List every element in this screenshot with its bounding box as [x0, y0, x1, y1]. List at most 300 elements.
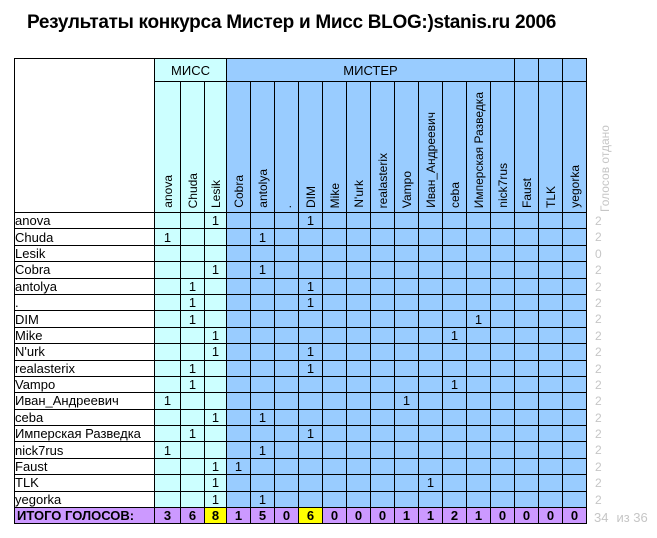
vote-cell: [467, 213, 491, 229]
vote-cell: [515, 376, 539, 392]
vote-cell: [515, 229, 539, 245]
column-header-Lesik: [205, 82, 227, 213]
vote-cell: [443, 294, 467, 310]
vote-cell: [443, 475, 467, 491]
votes-given-column: [595, 213, 602, 508]
vote-cell: [371, 294, 395, 310]
vote-cell: [443, 409, 467, 425]
total-cell: 0: [275, 508, 299, 524]
column-header-Mike: [323, 82, 347, 213]
vote-cell: [419, 229, 443, 245]
table-row: [15, 360, 587, 376]
vote-cell: [323, 245, 347, 261]
column-header-TLK: [539, 82, 563, 213]
vote-cell: [467, 360, 491, 376]
vote-cell: 1: [299, 294, 323, 310]
column-header-text: TLK: [543, 185, 558, 208]
slide-counter: [594, 510, 648, 525]
vote-cell: [227, 442, 251, 458]
vote-cell: 1: [205, 491, 227, 507]
vote-cell: [347, 278, 371, 294]
vote-cell: [227, 426, 251, 442]
vote-cell: [419, 327, 443, 343]
table-row: [15, 426, 587, 442]
vote-cell: [227, 475, 251, 491]
vote-cell: [251, 245, 275, 261]
vote-cell: [443, 360, 467, 376]
vote-cell: [539, 409, 563, 425]
vote-cell: [155, 245, 181, 261]
vote-cell: 1: [299, 360, 323, 376]
vote-cell: [515, 262, 539, 278]
row-label-DIM: DIM: [15, 311, 155, 327]
total-cell: 0: [515, 508, 539, 524]
vote-cell: [371, 344, 395, 360]
row-label-N'urk: N'urk: [15, 344, 155, 360]
vote-cell: [515, 442, 539, 458]
vote-cell: 1: [155, 393, 181, 409]
vote-cell: [371, 426, 395, 442]
vote-cell: [371, 278, 395, 294]
table-row: [15, 262, 587, 278]
vote-cell: [347, 491, 371, 507]
vote-cell: [371, 376, 395, 392]
totals-label: ИТОГО ГОЛОСОВ:: [15, 508, 155, 524]
vote-cell: [347, 245, 371, 261]
total-cell: 5: [251, 508, 275, 524]
vote-cell: [443, 245, 467, 261]
total-cell: 1: [395, 508, 419, 524]
vote-cell: [467, 376, 491, 392]
column-header-realasterix: [371, 82, 395, 213]
total-cell: 0: [539, 508, 563, 524]
vote-cell: [395, 475, 419, 491]
vote-cell: [419, 213, 443, 229]
votes-given-value: 2: [595, 295, 602, 310]
vote-cell: [205, 294, 227, 310]
vote-cell: [181, 458, 205, 474]
table-row: [15, 278, 587, 294]
vote-cell: [347, 213, 371, 229]
vote-cell: [371, 311, 395, 327]
row-label-Faust: Faust: [15, 458, 155, 474]
column-header-text: .: [279, 204, 294, 208]
vote-cell: [323, 344, 347, 360]
vote-cell: [181, 262, 205, 278]
vote-cell: [563, 344, 587, 360]
vote-cell: [467, 245, 491, 261]
vote-cell: [347, 327, 371, 343]
votes-given-value: 2: [595, 263, 602, 278]
column-header-text: Иван_Андреевич: [423, 112, 438, 208]
vote-cell: 1: [205, 409, 227, 425]
column-header-Vampo: [395, 82, 419, 213]
vote-cell: 1: [299, 426, 323, 442]
votes-given-value: 2: [595, 459, 602, 474]
vote-cell: [371, 475, 395, 491]
vote-cell: [467, 442, 491, 458]
vote-cell: [181, 409, 205, 425]
vote-cell: [251, 458, 275, 474]
vote-cell: [347, 311, 371, 327]
vote-cell: 1: [443, 327, 467, 343]
column-group-mister: МИСТЕР: [227, 59, 515, 82]
votes-given-value: 2: [595, 230, 602, 245]
vote-cell: [323, 426, 347, 442]
vote-cell: [227, 294, 251, 310]
vote-cell: [323, 262, 347, 278]
vote-cell: [515, 475, 539, 491]
vote-cell: [371, 442, 395, 458]
vote-cell: [275, 393, 299, 409]
votes-given-value: 2: [595, 492, 602, 507]
vote-cell: [299, 475, 323, 491]
vote-cell: [395, 360, 419, 376]
vote-cell: [515, 311, 539, 327]
column-header-antolya: [251, 82, 275, 213]
vote-cell: [563, 376, 587, 392]
column-header-text: yegorka: [567, 165, 582, 208]
vote-cell: 1: [181, 426, 205, 442]
vote-cell: [515, 294, 539, 310]
votes-given-value: 2: [595, 476, 602, 491]
vote-cell: [539, 426, 563, 442]
column-header-DIM: [299, 82, 323, 213]
table-row: [15, 311, 587, 327]
vote-cell: [323, 294, 347, 310]
votes-given-value: 2: [595, 443, 602, 458]
vote-cell: [443, 262, 467, 278]
vote-cell: [395, 311, 419, 327]
vote-cell: [515, 409, 539, 425]
table-row: [15, 458, 587, 474]
row-label-Иван_Андреевич: Иван_Андреевич: [15, 393, 155, 409]
vote-cell: [275, 229, 299, 245]
vote-cell: [539, 360, 563, 376]
vote-cell: [539, 393, 563, 409]
votes-given-value: 0: [595, 246, 602, 261]
vote-cell: [299, 245, 323, 261]
row-label-nick7rus: nick7rus: [15, 442, 155, 458]
vote-cell: [347, 376, 371, 392]
row-label-.: .: [15, 294, 155, 310]
vote-cell: [467, 409, 491, 425]
vote-cell: [251, 294, 275, 310]
total-cell: 0: [323, 508, 347, 524]
vote-cell: [155, 278, 181, 294]
vote-cell: [539, 229, 563, 245]
vote-cell: [395, 327, 419, 343]
column-header-text: Chuda: [185, 172, 200, 208]
vote-cell: [395, 294, 419, 310]
vote-cell: [347, 344, 371, 360]
vote-cell: [419, 426, 443, 442]
vote-cell: [515, 245, 539, 261]
vote-cell: [539, 442, 563, 458]
vote-cell: [371, 409, 395, 425]
vote-cell: 1: [181, 360, 205, 376]
row-label-Chuda: Chuda: [15, 229, 155, 245]
vote-cell: [443, 311, 467, 327]
votes-given-label: Голосов отдано: [598, 125, 612, 212]
vote-cell: [491, 426, 515, 442]
vote-cell: [371, 245, 395, 261]
vote-cell: [323, 311, 347, 327]
vote-cell: [467, 393, 491, 409]
vote-cell: [251, 376, 275, 392]
vote-cell: [323, 393, 347, 409]
vote-cell: [227, 327, 251, 343]
total-cell: 1: [419, 508, 443, 524]
vote-cell: [563, 229, 587, 245]
votes-given-value: 2: [595, 345, 602, 360]
vote-cell: 1: [181, 278, 205, 294]
vote-cell: [467, 262, 491, 278]
vote-cell: [467, 458, 491, 474]
table-row: [15, 245, 587, 261]
row-label-TLK: TLK: [15, 475, 155, 491]
vote-cell: [227, 491, 251, 507]
vote-cell: [275, 294, 299, 310]
vote-cell: [539, 376, 563, 392]
vote-cell: [299, 327, 323, 343]
vote-cell: [155, 213, 181, 229]
vote-cell: [539, 213, 563, 229]
vote-cell: [155, 458, 181, 474]
vote-cell: [181, 475, 205, 491]
column-header-Иван_Андреевич: [419, 82, 443, 213]
vote-cell: 1: [299, 344, 323, 360]
vote-cell: [563, 213, 587, 229]
vote-cell: [251, 426, 275, 442]
vote-cell: [347, 426, 371, 442]
page-title: Результаты конкурса Мистер и Мисс BLOG:)stanis.ru 2006: [27, 12, 557, 33]
vote-cell: [467, 278, 491, 294]
vote-cell: 1: [205, 475, 227, 491]
vote-cell: [371, 327, 395, 343]
vote-cell: [491, 393, 515, 409]
vote-cell: 1: [205, 344, 227, 360]
row-label-Lesik: Lesik: [15, 245, 155, 261]
vote-cell: [395, 426, 419, 442]
vote-cell: [251, 327, 275, 343]
vote-cell: [251, 278, 275, 294]
column-header-Имперская Разведка: [467, 82, 491, 213]
vote-cell: [299, 458, 323, 474]
total-votes-cast: 34: [594, 510, 609, 525]
column-header-text: Lesik: [208, 179, 223, 208]
vote-cell: [181, 442, 205, 458]
vote-cell: [491, 376, 515, 392]
vote-cell: [419, 278, 443, 294]
vote-cell: [467, 327, 491, 343]
row-label-ceba: ceba: [15, 409, 155, 425]
vote-cell: [491, 229, 515, 245]
vote-cell: [227, 360, 251, 376]
vote-cell: [347, 442, 371, 458]
vote-cell: [563, 426, 587, 442]
vote-cell: [515, 491, 539, 507]
vote-cell: [227, 311, 251, 327]
column-header-Cobra: [227, 82, 251, 213]
table-row: [15, 491, 587, 507]
vote-cell: [491, 360, 515, 376]
vote-cell: [491, 294, 515, 310]
vote-cell: [205, 393, 227, 409]
column-header-Chuda: [181, 82, 205, 213]
vote-cell: 1: [467, 311, 491, 327]
vote-cell: [275, 491, 299, 507]
vote-cell: [539, 458, 563, 474]
vote-cell: [205, 311, 227, 327]
vote-cell: [563, 311, 587, 327]
vote-cell: 1: [251, 491, 275, 507]
vote-cell: [443, 344, 467, 360]
vote-cell: [181, 229, 205, 245]
corner-cell: [15, 59, 155, 213]
vote-cell: [563, 278, 587, 294]
column-header-text: anova: [160, 175, 175, 208]
vote-cell: [323, 491, 347, 507]
vote-cell: [205, 278, 227, 294]
vote-cell: [347, 409, 371, 425]
vote-cell: [181, 213, 205, 229]
vote-cell: [275, 245, 299, 261]
column-header-.: [275, 82, 299, 213]
vote-cell: [181, 491, 205, 507]
votes-given-value: 2: [595, 328, 602, 343]
vote-cell: [395, 344, 419, 360]
column-header-text: realasterix: [375, 152, 390, 208]
vote-cell: [205, 245, 227, 261]
vote-cell: [419, 344, 443, 360]
vote-cell: [251, 475, 275, 491]
vote-cell: [563, 245, 587, 261]
vote-cell: [347, 360, 371, 376]
vote-cell: [155, 294, 181, 310]
table-row: [15, 409, 587, 425]
vote-cell: [443, 213, 467, 229]
vote-cell: 1: [395, 393, 419, 409]
vote-cell: [347, 262, 371, 278]
vote-cell: [227, 245, 251, 261]
vote-cell: [275, 360, 299, 376]
row-label-Vampo: Vampo: [15, 376, 155, 392]
vote-cell: [323, 475, 347, 491]
total-cell: 3: [155, 508, 181, 524]
total-cell: 0: [347, 508, 371, 524]
vote-cell: [515, 278, 539, 294]
row-label-Mike: Mike: [15, 327, 155, 343]
vote-cell: [155, 426, 181, 442]
vote-cell: [395, 458, 419, 474]
vote-cell: [539, 311, 563, 327]
vote-cell: [347, 393, 371, 409]
vote-cell: 1: [251, 229, 275, 245]
vote-cell: [323, 327, 347, 343]
vote-cell: 1: [205, 262, 227, 278]
vote-cell: [227, 409, 251, 425]
vote-cell: [181, 344, 205, 360]
vote-cell: [491, 491, 515, 507]
column-header-text: Vampo: [399, 170, 414, 208]
vote-cell: [563, 393, 587, 409]
vote-cell: [443, 393, 467, 409]
table-row: [15, 294, 587, 310]
total-cell: 0: [491, 508, 515, 524]
vote-cell: 1: [181, 311, 205, 327]
vote-cell: [275, 376, 299, 392]
total-cell: 2: [443, 508, 467, 524]
vote-cell: [539, 245, 563, 261]
vote-cell: [155, 409, 181, 425]
vote-cell: [443, 426, 467, 442]
column-header-ceba: [443, 82, 467, 213]
vote-cell: [181, 327, 205, 343]
table-row: [15, 229, 587, 245]
vote-cell: [181, 245, 205, 261]
vote-cell: [491, 344, 515, 360]
total-cell: 6: [299, 508, 323, 524]
vote-cell: [275, 311, 299, 327]
vote-cell: [419, 409, 443, 425]
votes-given-value: 2: [595, 427, 602, 442]
vote-cell: 1: [155, 442, 181, 458]
column-header-text: Faust: [519, 177, 534, 208]
vote-cell: [563, 491, 587, 507]
vote-cell: [227, 344, 251, 360]
row-label-Имперская Разведка: Имперская Разведка: [15, 426, 155, 442]
vote-cell: [395, 442, 419, 458]
vote-cell: [515, 393, 539, 409]
vote-cell: [371, 360, 395, 376]
vote-cell: [491, 458, 515, 474]
vote-cell: [491, 278, 515, 294]
vote-cell: [155, 327, 181, 343]
vote-cell: [563, 442, 587, 458]
total-votes-possible: из 36: [616, 510, 648, 525]
vote-cell: 1: [181, 376, 205, 392]
vote-cell: [419, 491, 443, 507]
column-header-text: Cobra: [231, 175, 246, 208]
vote-cell: [299, 376, 323, 392]
vote-cell: [205, 376, 227, 392]
vote-cell: [515, 360, 539, 376]
total-cell: 0: [563, 508, 587, 524]
vote-cell: [205, 426, 227, 442]
column-group-spacer: [539, 59, 563, 82]
vote-cell: [539, 491, 563, 507]
vote-cell: [251, 360, 275, 376]
column-header-text: antolya: [255, 169, 270, 208]
vote-cell: [299, 393, 323, 409]
votes-given-value: 2: [595, 214, 602, 228]
table-row: [15, 393, 587, 409]
vote-cell: [443, 278, 467, 294]
vote-cell: [299, 262, 323, 278]
vote-cell: [371, 458, 395, 474]
vote-cell: [227, 229, 251, 245]
vote-cell: 1: [205, 213, 227, 229]
vote-cell: [251, 213, 275, 229]
vote-cell: [515, 458, 539, 474]
vote-cell: [563, 458, 587, 474]
votes-given-value: 2: [595, 279, 602, 294]
vote-cell: [155, 376, 181, 392]
row-label-realasterix: realasterix: [15, 360, 155, 376]
column-header-text: Mike: [327, 182, 342, 208]
vote-cell: [419, 311, 443, 327]
